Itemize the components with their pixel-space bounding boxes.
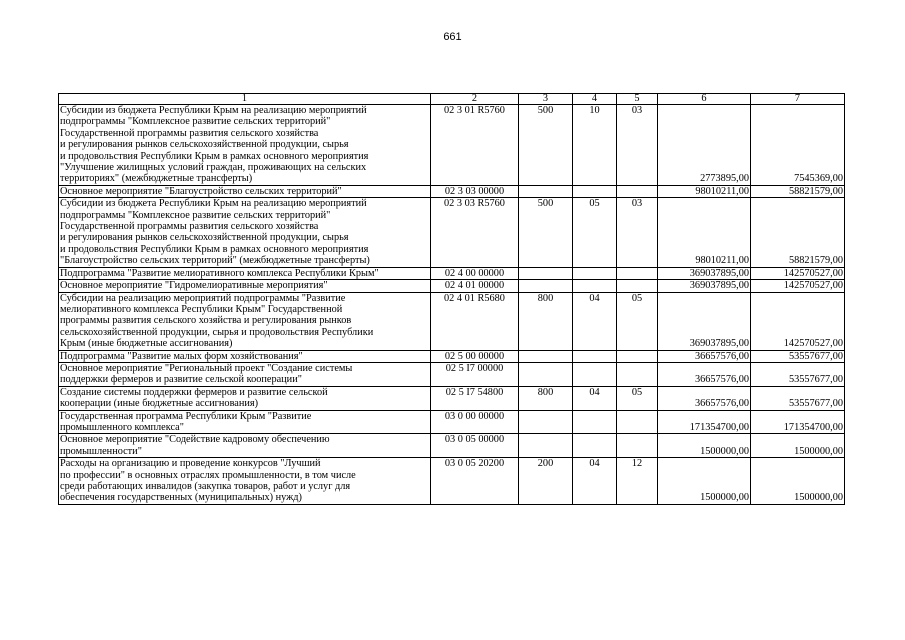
row-amount-col7: 142570527,00: [751, 280, 845, 292]
page-number: 661: [443, 31, 462, 43]
row-expense-type: [519, 410, 573, 434]
table-row: [59, 198, 845, 267]
row-description: Субсидии из бюджета Республики Крым на реализацию мероприятий подпрограммы "Комплексное развитие сельских территорий" Государственной программы развития сельского хозяйства и регулирования рынков сельскохозяйственной продукции, сырья и продовольствия Республики Крым в рамках основного мероприятия "Улучшение жилищных условий граждан, проживающих на сельских территориях" (межбюджетные трансферты): [59, 105, 431, 186]
table-row: [59, 434, 845, 458]
row-amount-col7: 142570527,00: [751, 267, 845, 279]
row-code: 02 5 I7 00000: [431, 362, 519, 386]
row-subsection: 12: [617, 458, 658, 505]
column-header: 6: [658, 94, 751, 105]
row-expense-type: 800: [519, 386, 573, 410]
row-amount-col6: 1500000,00: [658, 458, 751, 505]
row-subsection: [617, 185, 658, 197]
row-code: 03 0 05 00000: [431, 434, 519, 458]
row-expense-type: 500: [519, 105, 573, 186]
column-header: 2: [431, 94, 519, 105]
row-amount-col7: 58821579,00: [751, 198, 845, 267]
row-subsection: 03: [617, 105, 658, 186]
budget-table: [58, 93, 845, 505]
row-code: 02 5 00 00000: [431, 350, 519, 362]
row-expense-type: [519, 185, 573, 197]
row-amount-col6: 36657576,00: [658, 350, 751, 362]
table-row: [59, 292, 845, 350]
row-amount-col6: 98010211,00: [658, 185, 751, 197]
table-row: [59, 386, 845, 410]
row-expense-type: [519, 267, 573, 279]
row-expense-type: [519, 434, 573, 458]
column-header: 1: [59, 94, 431, 105]
row-expense-type: [519, 280, 573, 292]
row-description: Создание системы поддержки фермеров и развитие сельской кооперации (иные бюджетные ассигнования): [59, 386, 431, 410]
row-section: [573, 267, 617, 279]
row-subsection: [617, 350, 658, 362]
table-row: [59, 350, 845, 362]
row-expense-type: 800: [519, 292, 573, 350]
column-header: 4: [573, 94, 617, 105]
row-amount-col6: 369037895,00: [658, 292, 751, 350]
row-amount-col7: 171354700,00: [751, 410, 845, 434]
row-amount-col7: 58821579,00: [751, 185, 845, 197]
row-section: [573, 350, 617, 362]
row-amount-col6: 98010211,00: [658, 198, 751, 267]
row-code: 03 0 00 00000: [431, 410, 519, 434]
column-header: 7: [751, 94, 845, 105]
row-section: 04: [573, 386, 617, 410]
row-amount-col7: 7545369,00: [751, 105, 845, 186]
row-amount-col6: 2773895,00: [658, 105, 751, 186]
row-code: 02 5 I7 54800: [431, 386, 519, 410]
row-description: Основное мероприятие "Региональный проект "Создание системы поддержки фермеров и развитие сельской кооперации": [59, 362, 431, 386]
row-amount-col7: 53557677,00: [751, 350, 845, 362]
row-amount-col6: 36657576,00: [658, 386, 751, 410]
row-amount-col7: 1500000,00: [751, 458, 845, 505]
row-section: 04: [573, 458, 617, 505]
row-code: 02 3 03 R5760: [431, 198, 519, 267]
row-amount-col6: 36657576,00: [658, 362, 751, 386]
row-section: [573, 434, 617, 458]
row-subsection: [617, 362, 658, 386]
row-amount-col6: 171354700,00: [658, 410, 751, 434]
row-section: 04: [573, 292, 617, 350]
row-amount-col7: 142570527,00: [751, 292, 845, 350]
row-description: Основное мероприятие "Содействие кадровому обеспечению промышленности": [59, 434, 431, 458]
row-section: [573, 185, 617, 197]
row-code: 02 3 03 00000: [431, 185, 519, 197]
row-section: 05: [573, 198, 617, 267]
table-row: [59, 410, 845, 434]
row-expense-type: 500: [519, 198, 573, 267]
row-description: Подпрограмма "Развитие мелиоративного комплекса Республики Крым": [59, 267, 431, 279]
table-row: [59, 267, 845, 279]
table-row: [59, 280, 845, 292]
row-amount-col7: 53557677,00: [751, 362, 845, 386]
row-section: [573, 410, 617, 434]
row-subsection: [617, 267, 658, 279]
row-code: 02 4 01 R5680: [431, 292, 519, 350]
row-description: Подпрограмма "Развитие малых форм хозяйствования": [59, 350, 431, 362]
row-subsection: 05: [617, 386, 658, 410]
table-row: [59, 362, 845, 386]
column-header: 5: [617, 94, 658, 105]
row-description: Субсидии из бюджета Республики Крым на реализацию мероприятий подпрограммы "Комплексное развитие сельских территорий" Государственной программы развития сельского хозяйства и регулирования рынков сельскохозяйственной продукции, сырья и продовольствия Республики Крым в рамках основного мероприятия "Благоустройство сельских территорий" (межбюджетные трансферты): [59, 198, 431, 267]
row-subsection: [617, 410, 658, 434]
row-description: Основное мероприятие "Благоустройство сельских территорий": [59, 185, 431, 197]
row-code: 02 4 00 00000: [431, 267, 519, 279]
row-subsection: 03: [617, 198, 658, 267]
table-row: [59, 185, 845, 197]
row-subsection: 05: [617, 292, 658, 350]
column-header: 3: [519, 94, 573, 105]
table-row: [59, 105, 845, 186]
row-amount-col7: 53557677,00: [751, 386, 845, 410]
row-amount-col6: 1500000,00: [658, 434, 751, 458]
row-expense-type: [519, 362, 573, 386]
row-code: 02 4 01 00000: [431, 280, 519, 292]
row-code: 03 0 05 20200: [431, 458, 519, 505]
row-description: Расходы на организацию и проведение конкурсов "Лучший по профессии" в основных отраслях промышленности, в том числе среди работающих инвалидов (закупка товаров, работ и услуг для обеспечения государственных (муниципальных) нужд): [59, 458, 431, 505]
row-section: 10: [573, 105, 617, 186]
row-expense-type: [519, 350, 573, 362]
row-amount-col6: 369037895,00: [658, 267, 751, 279]
table-row: [59, 458, 845, 505]
header-row: [59, 94, 845, 105]
row-description: Государственная программа Республики Крым "Развитие промышленного комплекса": [59, 410, 431, 434]
row-amount-col7: 1500000,00: [751, 434, 845, 458]
row-expense-type: 200: [519, 458, 573, 505]
row-subsection: [617, 280, 658, 292]
row-code: 02 3 01 R5760: [431, 105, 519, 186]
row-section: [573, 280, 617, 292]
row-description: Субсидии на реализацию мероприятий подпрограммы "Развитие мелиоративного комплекса Республики Крым" Государственной программы развития сельского хозяйства и регулирования рынков сельскохозяйственной продукции, сырья и продовольствия Республики Крым (иные бюджетные ассигнования): [59, 292, 431, 350]
row-section: [573, 362, 617, 386]
row-subsection: [617, 434, 658, 458]
row-amount-col6: 369037895,00: [658, 280, 751, 292]
row-description: Основное мероприятие "Гидромелиоративные мероприятия": [59, 280, 431, 292]
